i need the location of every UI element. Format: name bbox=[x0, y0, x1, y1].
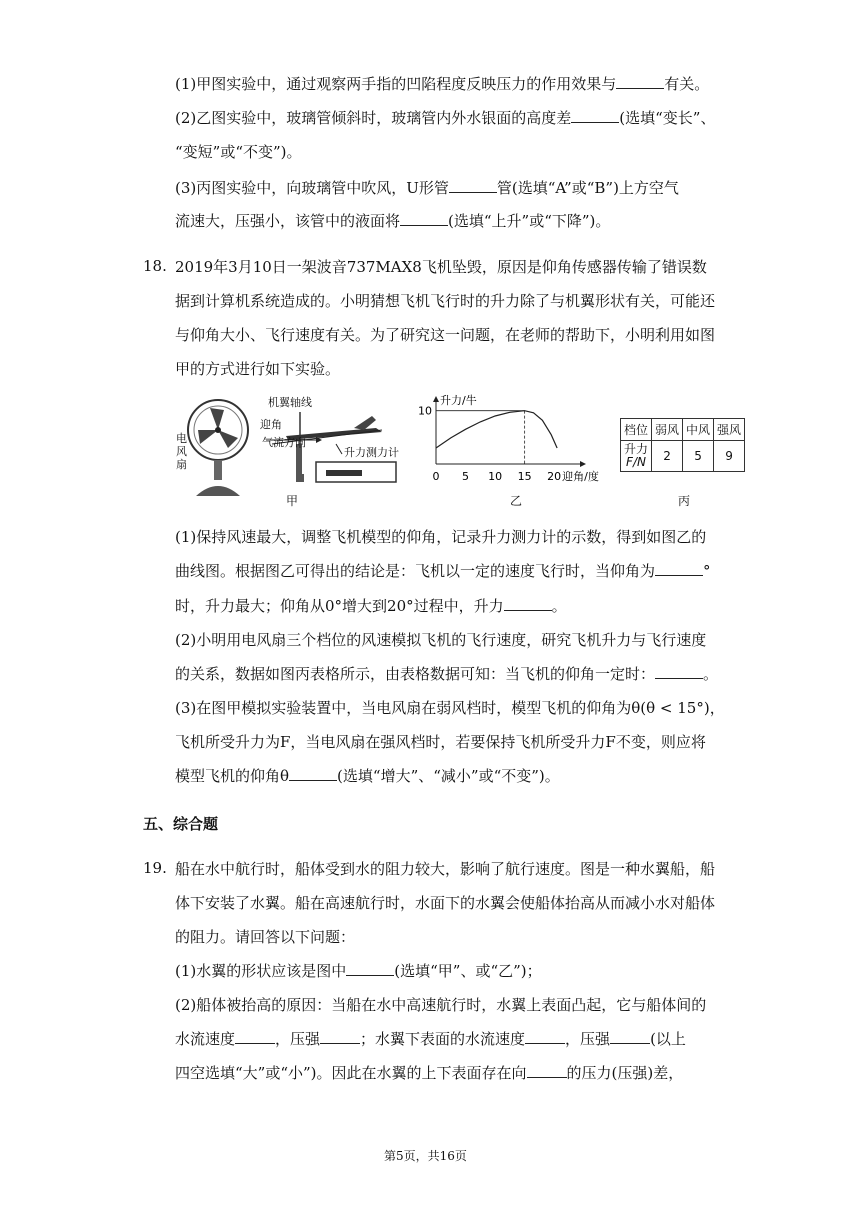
page-footer: 第5页，共16页 bbox=[384, 1149, 467, 1163]
y-axis-arrow bbox=[433, 396, 439, 402]
figure-caption: 丙 bbox=[678, 494, 691, 508]
q18-sub2-cont: 的关系，数据如图丙表格所示，由表格数据可知：当飞机的仰角一定时： 。 bbox=[175, 665, 719, 683]
wind-level-table bbox=[620, 418, 745, 472]
question-number: 19. bbox=[143, 859, 167, 877]
q19-sub2-cont: 水流速度 ，压强 ；水翼下表面的水流速度 ，压强 (以上 bbox=[175, 1030, 686, 1048]
q18-sub1-cont: 时，升力最大；仰角从0°增大到20°过程中，升力 。 bbox=[175, 597, 567, 615]
q19-intro-line: 的阻力。请回答以下问题： bbox=[175, 928, 356, 946]
question-number: 18. bbox=[143, 257, 167, 275]
q18-sub1-cont: 曲线图。根据图乙可得出的结论是：飞机以一定的速度飞行时，当仰角为 ° bbox=[175, 562, 711, 580]
q19-intro-line: 体下安装了水翼。船在高速航行时，水面下的水翼会使船体抬高从而减小水对船体 bbox=[175, 894, 716, 912]
figure-jia-apparatus bbox=[176, 392, 406, 512]
q17-part2-cont: “变短”或“不变”)。 bbox=[175, 143, 302, 161]
table-header: 档位 bbox=[621, 419, 652, 441]
q18-sub1: (1)保持风速最大，调整飞机模型的仰角，记录升力测力计的示数，得到如图乙的 bbox=[175, 528, 707, 546]
q19-sub2: (2)船体被抬高的原因：当船在水中高速航行时，水翼上表面凸起，它与船体间的 bbox=[175, 996, 707, 1014]
answer-blank[interactable] bbox=[525, 1029, 565, 1044]
q18-sub3-cont: 模型飞机的仰角θ (选填“增大”、“减小”或“不变”)。 bbox=[175, 767, 560, 785]
x-tick-label: 15 bbox=[517, 470, 532, 483]
q19-intro-line: 船在水中航行时，船体受到水的阻力较大，影响了航行速度。图是一种水翼船，船 bbox=[175, 860, 716, 878]
figure-bing bbox=[620, 392, 750, 512]
x-axis-arrow bbox=[580, 461, 586, 467]
answer-blank[interactable] bbox=[527, 1063, 567, 1078]
q18-intro-line: 2019年3月10日一架波音737MAX8飞机坠毁，原因是仰角传感器传输了错误数 bbox=[175, 258, 707, 276]
q18-intro-line: 与仰角大小、飞行速度有关。为了研究这一问题，在老师的帮助下，小明利用如图 bbox=[175, 326, 716, 344]
answer-blank[interactable] bbox=[504, 596, 552, 611]
table-cell: 5 bbox=[683, 441, 714, 472]
answer-blank[interactable] bbox=[400, 211, 448, 226]
q19-sub1: (1)水翼的形状应该是图中 (选填“甲”、或“乙”)； bbox=[175, 962, 542, 980]
y-tick-label: 10 bbox=[418, 404, 432, 418]
table-header: 弱风 bbox=[652, 419, 683, 441]
figure-yi-chart bbox=[418, 392, 618, 512]
q17-part3-cont: 流速大，压强小，该管中的液面将 (选填“上升”或“下降”)。 bbox=[175, 212, 611, 230]
q18-intro-line: 据到计算机系统造成的。小明猜想飞机飞行时的升力除了与机翼形状有关，可能还 bbox=[175, 292, 716, 310]
q17-part2: (2)乙图实验中，玻璃管倾斜时，玻璃管内外水银面的高度差 (选填“变长”、 bbox=[175, 109, 716, 127]
figure-caption: 甲 bbox=[286, 494, 299, 508]
answer-blank[interactable] bbox=[449, 178, 497, 193]
answer-blank[interactable] bbox=[235, 1029, 275, 1044]
figure-caption: 乙 bbox=[510, 494, 523, 508]
answer-blank[interactable] bbox=[571, 108, 619, 123]
airflow-label: 气流方向 bbox=[262, 436, 306, 449]
answer-blank[interactable] bbox=[320, 1029, 360, 1044]
x-tick-label: 20 bbox=[547, 470, 562, 483]
table-cell: 2 bbox=[652, 441, 683, 472]
q18-sub3-cont: 飞机所受升力为F，当电风扇在强风档时，若要保持飞机所受升力F不变，则应将 bbox=[175, 733, 706, 751]
answer-blank[interactable] bbox=[616, 74, 664, 89]
section-heading: 五、综合题 bbox=[143, 815, 219, 833]
x-axis-label: 迎角/度 bbox=[562, 470, 599, 483]
y-axis-label: 升力/牛 bbox=[440, 394, 477, 407]
table-row bbox=[621, 441, 745, 472]
lift-curve bbox=[436, 411, 557, 448]
x-tick-label: 5 bbox=[462, 470, 470, 483]
q19-sub2-cont: 四空选填“大”或“小”)。因此在水翼的上下表面存在向 的压力(压强)差， bbox=[175, 1064, 684, 1082]
wing-axis-label: 机翼轴线 bbox=[268, 396, 312, 409]
q18-sub2: (2)小明用电风扇三个档位的风速模拟飞机的飞行速度，研究飞机升力与飞行速度 bbox=[175, 631, 707, 649]
answer-blank[interactable] bbox=[346, 961, 394, 976]
x-tick-label: 0 bbox=[432, 470, 440, 483]
q17-part3: (3)丙图实验中，向玻璃管中吹风，U形管 管(选填“A”或“B”)上方空气 bbox=[175, 179, 679, 197]
q18-intro-line: 甲的方式进行如下实验。 bbox=[175, 360, 341, 378]
meter-label: 升力测力计 bbox=[344, 446, 399, 459]
q17-part1: (1)甲图实验中，通过观察两手指的凹陷程度反映压力的作用效果与 有关。 bbox=[175, 75, 710, 93]
answer-blank[interactable] bbox=[289, 766, 337, 781]
table-row bbox=[621, 419, 745, 441]
answer-blank[interactable] bbox=[610, 1029, 650, 1044]
answer-blank[interactable] bbox=[655, 561, 703, 576]
table-header: 中风 bbox=[683, 419, 714, 441]
table-row-label: 升力 F/N bbox=[621, 441, 652, 472]
angle-label: 迎角 bbox=[260, 418, 282, 431]
table-cell: 9 bbox=[714, 441, 745, 472]
answer-blank[interactable] bbox=[655, 664, 703, 679]
q18-sub3: (3)在图甲模拟实验装置中，当电风扇在弱风档时，模型飞机的仰角为θ(θ < 15°)， bbox=[175, 699, 725, 717]
x-tick-label: 10 bbox=[488, 470, 503, 483]
table-header: 强风 bbox=[714, 419, 745, 441]
fan-label: 电 风 扇 bbox=[176, 432, 187, 471]
